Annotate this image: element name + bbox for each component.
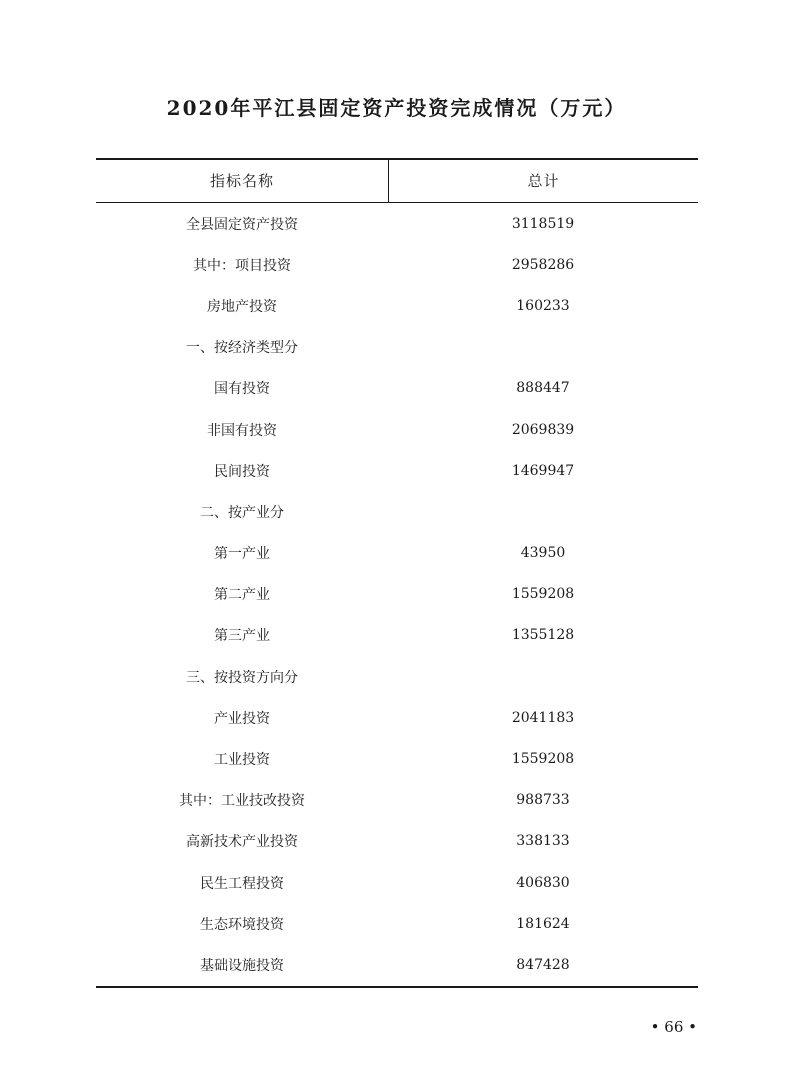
table-row-name: 产业投资 (214, 710, 270, 727)
table-header (96, 160, 698, 203)
page-title: 2020年平江县固定资产投资完成情况（万元） (166, 96, 627, 120)
table-row-name: 二、按产业分 (200, 504, 284, 521)
header-cell-total (389, 160, 698, 202)
table-row-name: 三、按投资方向分 (186, 669, 298, 686)
table-row-total: 1559208 (511, 586, 575, 603)
table-row-total: 1469947 (511, 462, 575, 479)
table-row-total: 847428 (516, 956, 570, 973)
table-row-name: 高新技术产业投资 (186, 834, 298, 851)
table-row-name: 工业投资 (214, 752, 270, 769)
table-row-total: 43950 (520, 545, 566, 562)
table-row-total (388, 656, 698, 697)
table-row-total: 406830 (516, 874, 570, 891)
table-row-name: 基础设施投资 (200, 957, 284, 974)
header-cell-name (96, 160, 389, 202)
table-row-name: 其中：工业技改投资 (179, 793, 305, 810)
table-row-total: 181624 (516, 915, 570, 932)
table-row-total: 338133 (516, 833, 570, 850)
table-row-name: 非国有投资 (207, 422, 277, 439)
header-name-label: 指标名称 (209, 172, 274, 190)
table-row-name: 一、按经济类型分 (186, 340, 298, 357)
table-row-total (388, 327, 698, 368)
table-row-total (388, 491, 698, 532)
table-row-name: 其中：项目投资 (193, 257, 291, 274)
table-row-name: 民生工程投资 (200, 875, 284, 892)
table-row-total: 2958286 (511, 256, 575, 273)
table-row-name: 全县固定资产投资 (186, 216, 298, 233)
table-row-total: 160233 (516, 297, 570, 314)
table-row-name: 生态环境投资 (200, 916, 284, 933)
table-row-total: 1559208 (511, 751, 575, 768)
table-row-total: 2041183 (511, 709, 575, 726)
table-row-total: 888447 (516, 380, 570, 397)
table-row-name: 国有投资 (214, 381, 270, 398)
table-row-name: 房地产投资 (207, 298, 277, 315)
table-row-total: 2069839 (511, 421, 575, 438)
table-row-name: 第三产业 (214, 628, 270, 645)
page-number: • 66 • (650, 1018, 697, 1036)
table-body (96, 203, 698, 986)
header-total-label: 总计 (527, 172, 560, 190)
table-row-name: 第二产业 (214, 587, 270, 604)
table-row-total: 988733 (516, 792, 570, 809)
total-column (388, 203, 698, 986)
table-row-name: 民间投资 (214, 463, 270, 480)
table-row-total: 3118519 (511, 215, 575, 232)
table-row-name: 第一产业 (214, 546, 270, 563)
investment-table (96, 158, 698, 988)
table-row-total: 1355128 (511, 627, 575, 644)
name-column (96, 203, 388, 986)
